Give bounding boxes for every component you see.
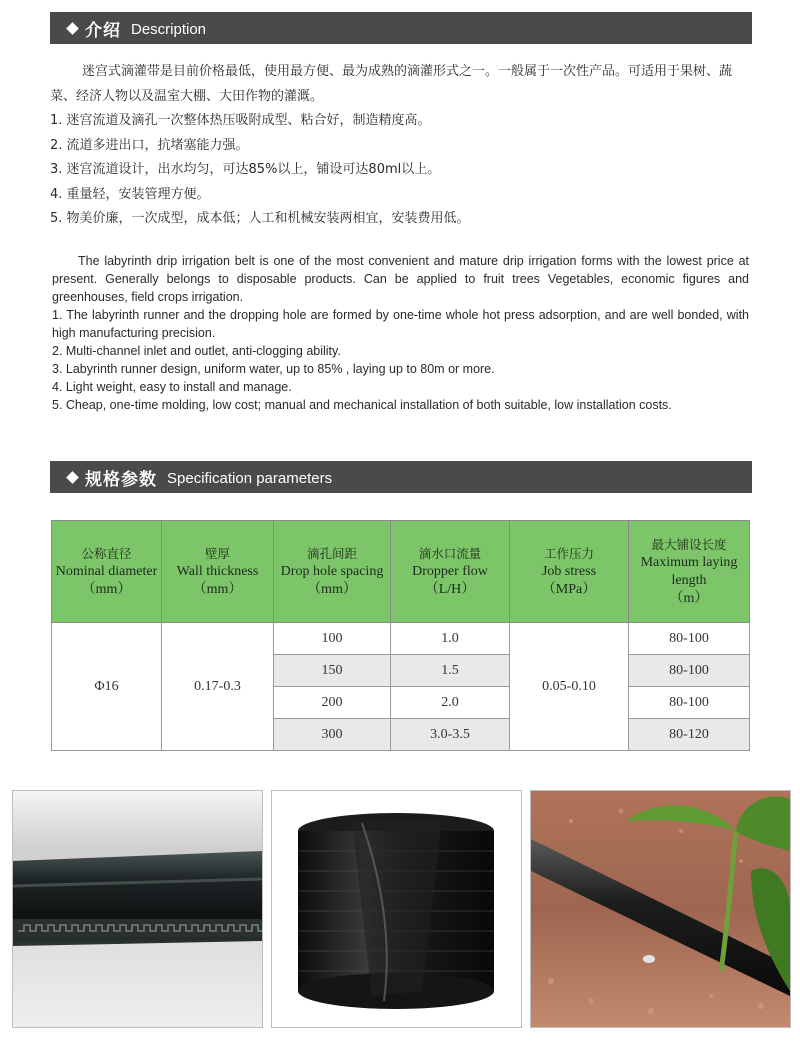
zh-item: 4. 重量轻，安装管理方便。 — [50, 186, 210, 202]
col-header-length: 最大铺设长度 Maximum laying length （m） — [629, 521, 750, 623]
table-row — [52, 623, 750, 655]
en-intro: The labyrinth drip irrigation belt is one of the most convenient and mature drip irrigation forms with the lowest price at present. Generally belongs to disposable products. Can be applied to fruit trees Vegetables, economic figures and greenhouses, field crops irrigation. — [52, 254, 749, 304]
cell-flow: 3.0-3.5 — [391, 719, 510, 751]
zh-item: 1. 迷宫流道及滴孔一次整体热压吸附成型、粘合好，制造精度高。 — [50, 113, 431, 128]
en-item: 5. Cheap, one-time molding, low cost; manual and mechanical installation of both suitable, low installation costs. — [52, 398, 672, 412]
description-en — [52, 252, 749, 414]
col-header-spacing: 滴孔间距 Drop hole spacing （mm） — [274, 521, 391, 623]
col-header-wall: 壁厚 Wall thickness （mm） — [162, 521, 274, 623]
en-item: 4. Light weight, easy to install and manage. — [52, 380, 292, 394]
drip-tape-roll-photo — [271, 790, 522, 1028]
en-item: 1. The labyrinth runner and the dropping hole are formed by one-time whole hot press adsorption, and are well bonded, with high manufacturing precision. — [52, 308, 749, 340]
cell-diameter: Φ16 — [52, 623, 162, 751]
col-header-pressure: 工作压力 Job stress （MPa） — [510, 521, 629, 623]
cell-length: 80-100 — [629, 655, 750, 687]
drip-tape-closeup-photo — [12, 790, 263, 1028]
spec-header — [50, 461, 752, 493]
field-seedling-photo — [530, 790, 791, 1028]
spec-table — [51, 520, 750, 751]
en-item: 2. Multi-channel inlet and outlet, anti-clogging ability. — [52, 344, 341, 358]
diamond-bullet-icon — [66, 22, 79, 35]
cell-length: 80-120 — [629, 719, 750, 751]
cell-spacing: 150 — [274, 655, 391, 687]
description-header — [50, 12, 752, 44]
zh-item: 5. 物美价廉，一次成型，成本低；人工和机械安装两相宜，安装费用低。 — [50, 211, 470, 226]
diamond-bullet-icon — [66, 471, 79, 484]
cell-flow: 2.0 — [391, 687, 510, 719]
spec-heading-zh: 规格参数 — [85, 469, 157, 490]
spec-header-row — [52, 521, 750, 623]
col-header-flow: 滴水口流量 Dropper flow （L/H） — [391, 521, 510, 623]
zh-intro: 迷宫式滴灌带是目前价格最低，使用最方便、最为成熟的滴灌形式之一。一般属于一次性产品。可适用于果树、蔬菜、经济人物以及温室大棚、大田作物的灌溉。 — [50, 64, 733, 104]
cell-length: 80-100 — [629, 687, 750, 719]
en-item: 3. Labyrinth runner design, uniform water, up to 85% , laying up to 80m or more. — [52, 362, 495, 376]
zh-item: 3. 迷宫流道设计，出水均匀，可达85%以上，铺设可达80ml以上。 — [50, 162, 441, 177]
cell-wall: 0.17-0.3 — [162, 623, 274, 751]
cell-spacing: 200 — [274, 687, 391, 719]
cell-length: 80-100 — [629, 623, 750, 655]
description-heading-en: Description — [131, 21, 207, 38]
col-header-diameter: 公称直径 Nominal diameter （mm） — [52, 521, 162, 623]
cell-pressure: 0.05-0.10 — [510, 623, 629, 751]
cell-flow: 1.0 — [391, 623, 510, 655]
description-zh — [50, 60, 755, 232]
spec-heading-en: Specification parameters — [167, 470, 333, 487]
zh-item: 2. 流道多进出口，抗堵塞能力强。 — [50, 137, 249, 153]
description-heading-zh: 介绍 — [85, 20, 121, 41]
cell-flow: 1.5 — [391, 655, 510, 687]
cell-spacing: 100 — [274, 623, 391, 655]
cell-spacing: 300 — [274, 719, 391, 751]
